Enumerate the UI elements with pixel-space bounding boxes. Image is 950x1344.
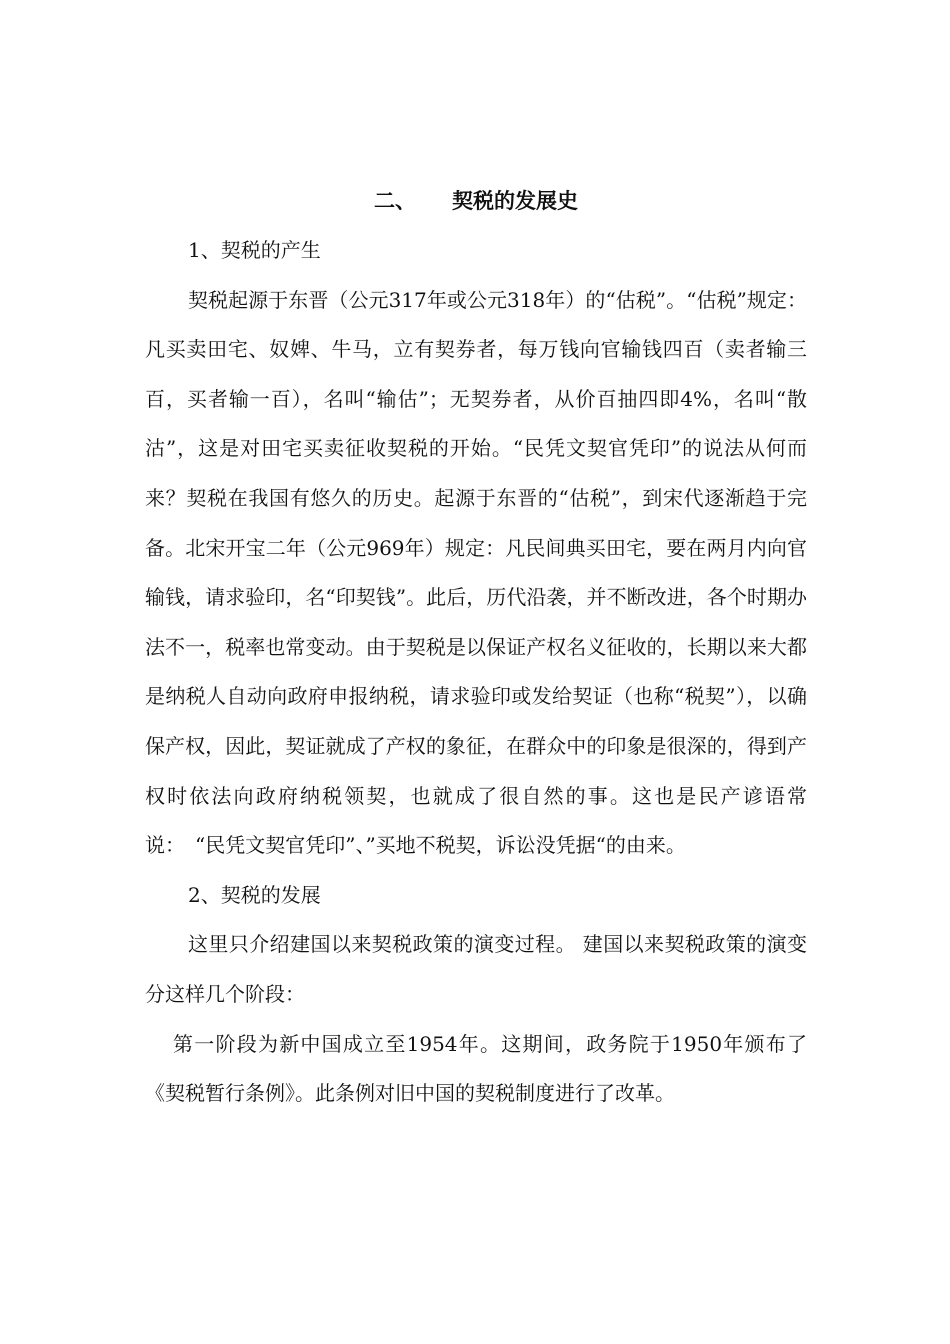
- paragraph-stage-one: 第一阶段为新中国成立至1954年。这期间，政务院于1950年颁布了《契税暂行条例》。此条例对旧中国的契税制度进行了改革。: [145, 1031, 807, 1106]
- section-title: 契税的发展史: [452, 188, 578, 213]
- subsection-heading-development: 2、契税的发展: [188, 882, 321, 907]
- document-page: [145, 176, 807, 1119]
- subsection-heading-origin: 1、契税的产生: [188, 238, 321, 262]
- section-number: 二、: [374, 188, 416, 213]
- section-heading: [145, 176, 807, 226]
- paragraph-origin: 契税起源于东晋（公元317年或公元318年）的“估税”。“估税”规定：凡买卖田宅、奴婢、牛马，立有契券者，每万钱向官输钱四百（卖者输三百，买者输一百），名叫“输估”；无契券者，从价百抽四即4%，名叫“散沽”，这是对田宅买卖征收契税的开始。“民凭文契官凭印”的说法从何而来？契税在我国有悠久的历史。起源于东晋的“估税”，到宋代逐渐趋于完备。北宋开宝二年（公元969年）规定：凡民间典买田宅，要在两月内向官输钱，请求验印，名“印契钱”。此后，历代沿袭，并不断改进，各个时期办法不一，税率也常变动。由于契税是以保证产权名义征收的，长期以来大都是纳税人自动向政府申报纳税，请求验印或发给契证（也称“税契”），以确保产权，因此，契证就成了产权的象征，在群众中的印象是很深的，得到产权时依法向政府纳税领契，也就成了很自然的事。这也是民产谚语常说： “民凭文契官凭印”、”买地不税契，诉讼没凭据“的由来。: [145, 287, 807, 858]
- paragraph-development-intro: 这里只介绍建国以来契税政策的演变过程。 建国以来契税政策的演变分这样几个阶段：: [145, 932, 807, 1006]
